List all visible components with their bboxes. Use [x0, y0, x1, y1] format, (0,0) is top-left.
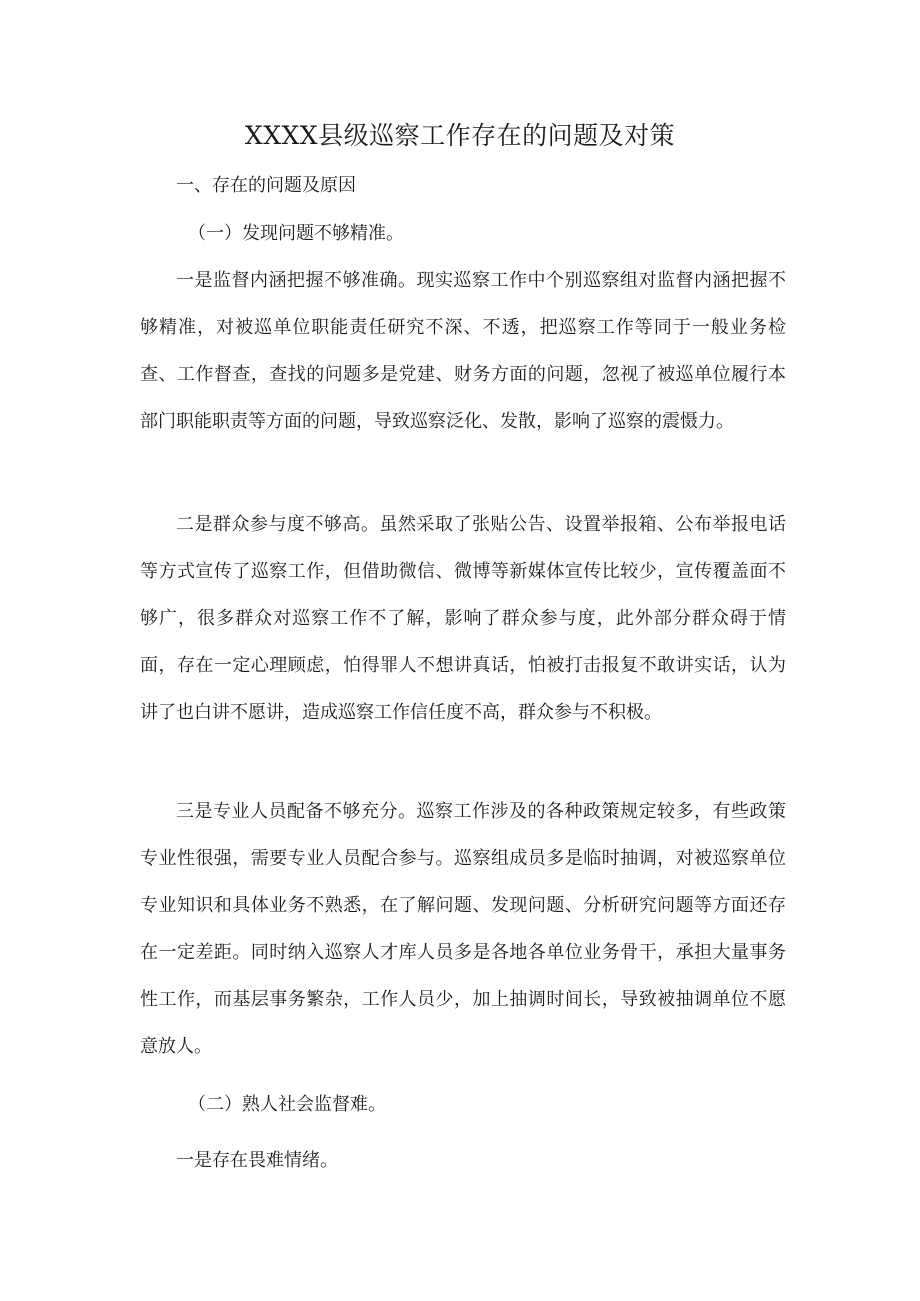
paragraph-supervision-connotation: 一是监督内涵把握不够准确。现实巡察工作中个别巡察组对监督内涵把握不够精准，对被巡单位职能责任研究不深、不透，把巡察工作等同于一般业务检查、工作督查，查找的问题多是党建、财务方面的问题，忽视了被巡单位履行本部门职能职责等方面的问题，导致巡察泛化、发散，影响了巡察的震慑力。 [140, 270, 786, 432]
subsection-heading-acquaintance-society: （二）熟人社会监督难。 [188, 1094, 386, 1115]
paragraph-professional-staffing: 三是专业人员配备不够充分。巡察工作涉及的各种政策规定较多，有些政策专业性很强，需要专业人员配合参与。巡察组成员多是临时抽调，对被巡察单位专业知识和具体业务不熟悉，在了解问题、发现问题、分析研究问题等方面还存在一定差距。同时纳入巡察人才库人员多是各地各单位业务骨干，承担大量事务性工作，而基层事务繁杂，工作人员少，加上抽调时间长，导致被抽调单位不愿意放人。 [140, 801, 786, 1057]
paragraph-fear-of-difficulty: 一是存在畏难情绪。 [176, 1150, 338, 1171]
subsection-heading-inaccurate-problem-finding: （一）发现问题不够精准。 [188, 223, 404, 244]
section-heading-problems-and-causes: 一、存在的问题及原因 [176, 175, 356, 196]
document-title: XXXX县级巡察工作存在的问题及对策 [244, 121, 676, 150]
paragraph-public-participation: 二是群众参与度不够高。虽然采取了张贴公告、设置举报箱、公布举报电话等方式宣传了巡察工作，但借助微信、微博等新媒体宣传比较少，宣传覆盖面不够广，很多群众对巡察工作不了解，影响了群众参与度，此外部分群众碍于情面，存在一定心理顾虑，怕得罪人不想讲真话，怕被打击报复不敢讲实话，认为讲了也白讲不愿讲，造成巡察工作信任度不高，群众参与不积极。 [140, 514, 786, 723]
